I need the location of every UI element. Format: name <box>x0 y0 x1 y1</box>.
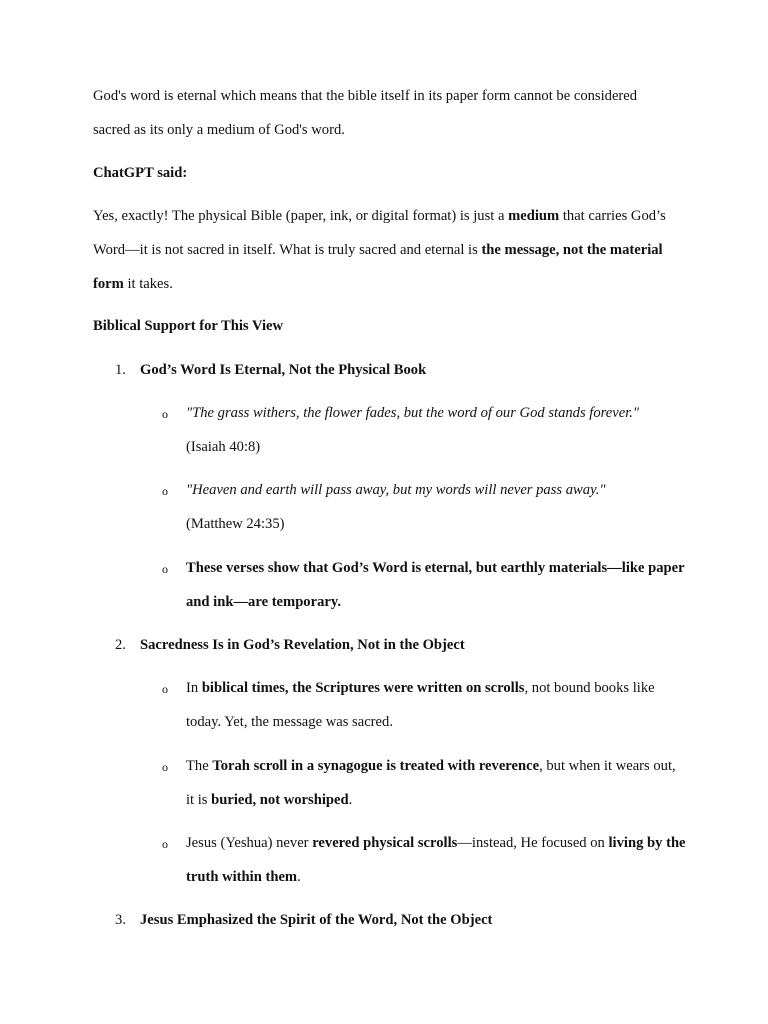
bullet-text: , not bound books like today. Yet, the message was sacred. <box>186 680 655 730</box>
bullet-reference: (Isaiah 40:8) <box>186 439 261 455</box>
bullet-text: —instead, He focused on <box>457 835 609 851</box>
list-title-2: Sacredness Is in God’s Revelation, Not in the Object <box>140 637 465 653</box>
bullet-icon: o <box>162 760 168 774</box>
answer-paragraph <box>93 199 683 301</box>
list-item-1-bullet-3: These verses show that God’s Word is eternal, but earthly materials—like paper and ink—are temporary. <box>186 560 685 610</box>
answer-bold-1: medium <box>508 208 560 224</box>
bullet-bold: Torah scroll in a synagogue is treated with reverence <box>212 758 540 774</box>
answer-text-3: it takes. <box>123 276 173 292</box>
bullet-icon: o <box>162 562 168 576</box>
intro-paragraph <box>93 79 683 147</box>
bullet-icon: o <box>162 682 168 696</box>
bullet-text: . <box>348 792 353 808</box>
list-item-1-bullet-1 <box>186 396 686 464</box>
answer-bold-2: the message, not the material form <box>93 242 663 292</box>
bullet-bold: revered physical scrolls <box>312 835 458 851</box>
list-item-2-bullet-2 <box>186 749 686 817</box>
list-item-2-bullet-3 <box>186 826 686 894</box>
section-heading: Biblical Support for This View <box>93 318 284 334</box>
bullet-bold: living by the truth within them <box>186 835 686 885</box>
list-number-3: 3. <box>115 912 126 928</box>
list-item-2-bullet-1 <box>186 671 686 739</box>
list-item-1-bullet-2 <box>186 473 686 541</box>
bullet-text: The <box>186 758 213 774</box>
bullet-bold: buried, not worshiped <box>211 792 349 808</box>
intro-line-1: God's word is eternal which means that the bible itself in its paper form cannot be considered <box>93 88 638 104</box>
bullet-text: Jesus (Yeshua) never <box>186 835 313 851</box>
bullet-text: In <box>186 680 202 696</box>
bullet-text: . <box>297 869 301 885</box>
list-title-1: God’s Word Is Eternal, Not the Physical Book <box>140 362 427 378</box>
list-number-1: 1. <box>115 362 126 378</box>
list-number-2: 2. <box>115 637 126 653</box>
bullet-text: , but when it wears out, it is <box>186 758 676 808</box>
bullet-quote: "The grass withers, the flower fades, but the word of our God stands forever." <box>186 405 640 421</box>
bullet-reference: (Matthew 24:35) <box>186 516 285 532</box>
bullet-icon: o <box>162 837 168 851</box>
bullet-icon: o <box>162 484 168 498</box>
answer-text-1: Yes, exactly! The physical Bible (paper, ink, or digital format) is just a <box>93 208 509 224</box>
bullet-bold: biblical times, the Scriptures were written on scrolls <box>201 680 525 696</box>
intro-line-2: sacred as its only a medium of God's word. <box>93 122 345 138</box>
answer-text-2: that carries God’s Word—it is not sacred in itself. What is truly sacred and eternal is <box>93 208 666 258</box>
bullet-quote: "Heaven and earth will pass away, but my words will never pass away." <box>186 482 606 498</box>
list-title-3: Jesus Emphasized the Spirit of the Word, Not the Object <box>140 912 493 928</box>
bullet-icon: o <box>162 407 168 421</box>
speaker-label: ChatGPT said: <box>93 165 188 181</box>
